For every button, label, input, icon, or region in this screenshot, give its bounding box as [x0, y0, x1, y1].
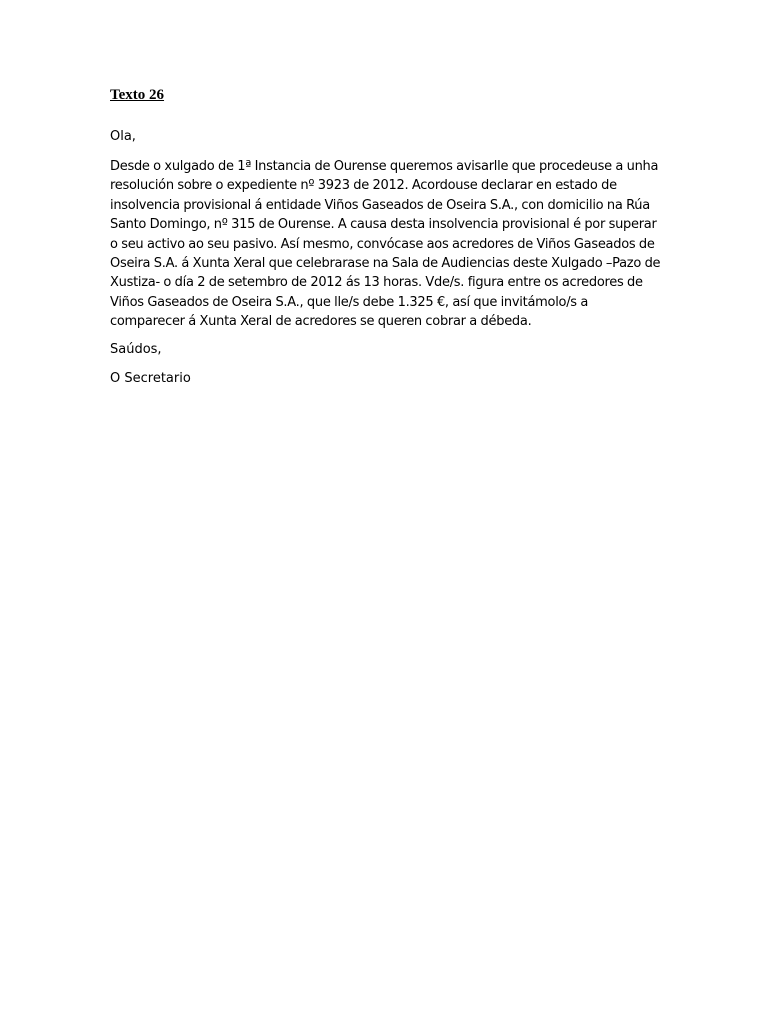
paragraph-line: resolución sobre o expediente nº 3923 de 2012. Acordouse declarar en estado de [110, 178, 617, 194]
paragraph-line: Oseira S.A. á Xunta Xeral que celebrarase na Sala de Audiencias deste Xulgado –Pazo de [110, 256, 661, 272]
closing: Saúdos, [110, 342, 162, 357]
paragraph-line: insolvencia provisional á entidade Viños Gaseados de Oseira S.A., con domicilio na Rúa [110, 197, 650, 213]
paragraph-line: Viños Gaseados de Oseira S.A., que lle/s debe 1.325 €, así que invitámolo/s a [110, 294, 589, 310]
paragraph-line: o seu activo ao seu pasivo. Así mesmo, convócase aos acredores de Viños Gaseados de [110, 236, 655, 252]
paragraph-line: comparecer á Xunta Xeral de acredores se queren cobrar a débeda. [110, 314, 532, 330]
paragraph-line: Xustiza- o día 2 de setembro de 2012 ás 13 horas. Vde/s. figura entre os acredores de [110, 275, 643, 291]
greeting: Ola, [110, 129, 136, 144]
signature: O Secretario [110, 371, 191, 386]
document-title: Texto 26 [110, 87, 165, 103]
paragraph-line: Santo Domingo, nº 315 de Ourense. A causa desta insolvencia provisional é por superar [110, 217, 657, 233]
main-paragraph [110, 157, 662, 332]
paragraph-line: Desde o xulgado de 1ª Instancia de Ourense queremos avisarlle que procedeuse a unha [110, 159, 659, 174]
